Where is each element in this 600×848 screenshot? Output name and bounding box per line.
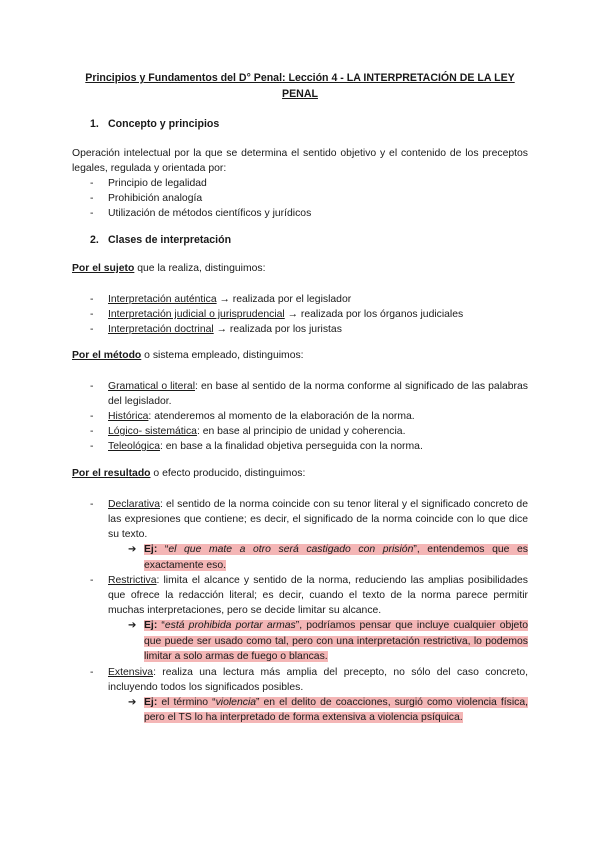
example-label: Ej: <box>144 544 158 555</box>
section-2-number: 2. <box>90 234 99 246</box>
example-label: Ej: <box>144 696 158 708</box>
item-term: Gramatical o literal <box>108 381 196 392</box>
metodo-rest: o sistema empleado, distinguimos: <box>141 350 304 361</box>
metodo-label: Por el método <box>72 350 142 361</box>
item-term: Lógico- sistemática <box>108 426 197 437</box>
list-item: - Teleológica: en base a la finalidad objetiva perseguida con la norma. <box>90 441 423 452</box>
resultado-rest: o efecto producido, distinguimos: <box>150 468 306 479</box>
list-item: - Utilización de métodos científicos y jurídicos <box>90 208 312 219</box>
example-pre: “ <box>157 620 165 631</box>
list-item: - Histórica: atenderemos al momento de la elaboración de la norma. <box>90 411 415 422</box>
example-pre: “ <box>157 544 169 555</box>
item-desc: : atenderemos al momento de la elaboración de la norma. <box>148 411 415 422</box>
section-2-title: Clases de interpretación <box>108 234 232 246</box>
list-item: - Interpretación judicial o jurisprudencial → realizada por los órganos judiciales <box>90 309 464 320</box>
metodo-list <box>72 379 528 454</box>
list-item: - Extensiva: realiza una lectura más amplia del precepto, no sólo del caso concreto, incluyendo todos los significados posibles. ➔ Ej: el término “violencia” en el delito de coacciones, surgió como violencia física, pero el TS lo ha interpretado de forma extensiva a violencia psíquica. <box>72 665 528 726</box>
item-desc: : en base a la finalidad objetiva perseguida con la norma. <box>160 441 423 452</box>
section-1-list <box>72 176 528 221</box>
sujeto-list <box>72 292 528 337</box>
list-item: - Gramatical o literal: en base al sentido de la norma conforme al significado de las palabras del legislador. <box>90 381 528 407</box>
item-desc: → realizada por los juristas <box>213 324 342 335</box>
list-item: - Prohibición analogía <box>90 193 203 204</box>
resultado-intro <box>72 468 305 479</box>
sujeto-rest: que la realiza, distinguimos: <box>134 263 266 274</box>
example-quote: está prohibida portar armas <box>164 620 296 631</box>
item-term: Extensiva <box>108 666 154 678</box>
section-1-heading <box>90 118 219 130</box>
item-desc: → realizada por el legislador <box>216 294 352 305</box>
list-item-text: Principio de legalidad <box>108 178 207 189</box>
item-term: Declarativa <box>108 499 160 510</box>
item-desc: : en base al principio de unidad y coherencia. <box>196 426 406 437</box>
example-label: Ej: <box>144 620 158 631</box>
example-block <box>108 542 528 573</box>
example-pre: el término “ <box>157 696 216 708</box>
example-post: ”, podríamos pensar que incluye cualquier objeto que puede ser usado como tal, pero con una interpretación restrictiva, lo podemos limitar a solo armas de fuego o blancas. <box>144 620 529 662</box>
example-highlight <box>144 544 528 571</box>
resultado-list <box>72 497 528 726</box>
example-block <box>108 618 528 665</box>
arrow-right-icon: ➔ <box>128 620 137 631</box>
arrow-right-icon: ➔ <box>128 696 137 708</box>
list-item: - Restrictiva: limita el alcance y sentido de la norma, reduciendo las amplias posibilidades que ofrece la redacción literal; es decir, cuando el texto de la norma parece permitir muchas interpretaciones, pero se decide limitar su alcance. ➔ Ej: “está prohibida portar armas”, podríamos pensar que incluye cualquier objeto que puede ser usado como tal, pero con una interpretación restrictiva, lo podemos limitar a solo armas de fuego o blancas. <box>72 573 528 665</box>
list-item: - Interpretación auténtica → realizada por el legislador <box>90 294 352 305</box>
arrow-right-icon: ➔ <box>128 544 137 555</box>
example-post: ”, entendemos que es exactamente eso. <box>144 544 528 571</box>
example-quote: el que mate a otro será castigado con prisión <box>168 544 414 555</box>
document-title: Principios y Fundamentos del D° Penal: Lección 4 - LA INTERPRETACIÓN DE LA LEY PENAL <box>85 72 515 100</box>
item-term: Interpretación judicial o jurisprudencial <box>108 309 285 320</box>
list-item-text: Utilización de métodos científicos y jurídicos <box>108 208 312 219</box>
item-term: Restrictiva <box>108 575 157 586</box>
section-1-number: 1. <box>90 118 99 130</box>
list-item: - Principio de legalidad <box>90 178 207 189</box>
item-term: Interpretación auténtica <box>108 294 217 305</box>
sujeto-intro <box>72 263 265 274</box>
item-term: Interpretación doctrinal <box>108 324 214 335</box>
metodo-intro <box>72 350 304 361</box>
item-desc: : limita el alcance y sentido de la norma, reduciendo las amplias posibilidades que ofrece la redacción literal; es decir, cuando el texto de la norma parece permitir muchas interpretaciones, pero se decide limitar su alcance. <box>108 575 528 616</box>
section-1-paragraph: Operación intelectual por la que se determina el sentido objetivo y el contenido de los preceptos legales, regulada y orientada por: <box>72 148 528 174</box>
example-highlight <box>144 620 528 662</box>
section-2-heading <box>90 234 231 246</box>
list-item: - Lógico- sistemática: en base al principio de unidad y coherencia. <box>90 426 406 437</box>
section-1-title: Concepto y principios <box>108 118 220 130</box>
item-desc: : realiza una lectura más amplia del precepto, no sólo del caso concreto, incluyendo todos los significados posibles. <box>108 666 528 693</box>
list-item: - Interpretación doctrinal → realizada por los juristas <box>90 324 342 335</box>
item-term: Teleológica <box>108 441 160 452</box>
example-highlight <box>144 697 528 724</box>
list-item-text: Prohibición analogía <box>108 193 203 204</box>
sujeto-label: Por el sujeto <box>72 263 135 274</box>
item-desc: : el sentido de la norma coincide con su tenor literal y el significado concreto de las expresiones que contiene; es decir, el significado de la norma coincide con lo que dice su texto. <box>108 499 528 540</box>
item-term: Histórica <box>108 411 149 422</box>
item-desc: → realizada por los órganos judiciales <box>284 309 464 320</box>
example-block <box>108 695 528 726</box>
example-post: ” en el delito de coacciones, surgió como violencia física, pero el TS lo ha interpretado de forma extensiva a violencia psíquica. <box>144 696 529 723</box>
example-quote: violencia <box>215 696 257 708</box>
resultado-label: Por el resultado <box>72 468 151 479</box>
item-desc: : en base al sentido de la norma conforme al significado de las palabras del legislador. <box>108 381 528 407</box>
list-item: - Declarativa: el sentido de la norma coincide con su tenor literal y el significado concreto de las expresiones que contiene; es decir, el significado de la norma coincide con lo que dice su texto. ➔ Ej: “el que mate a otro será castigado con prisión”, entendemos que es exactamente eso. <box>72 497 528 573</box>
